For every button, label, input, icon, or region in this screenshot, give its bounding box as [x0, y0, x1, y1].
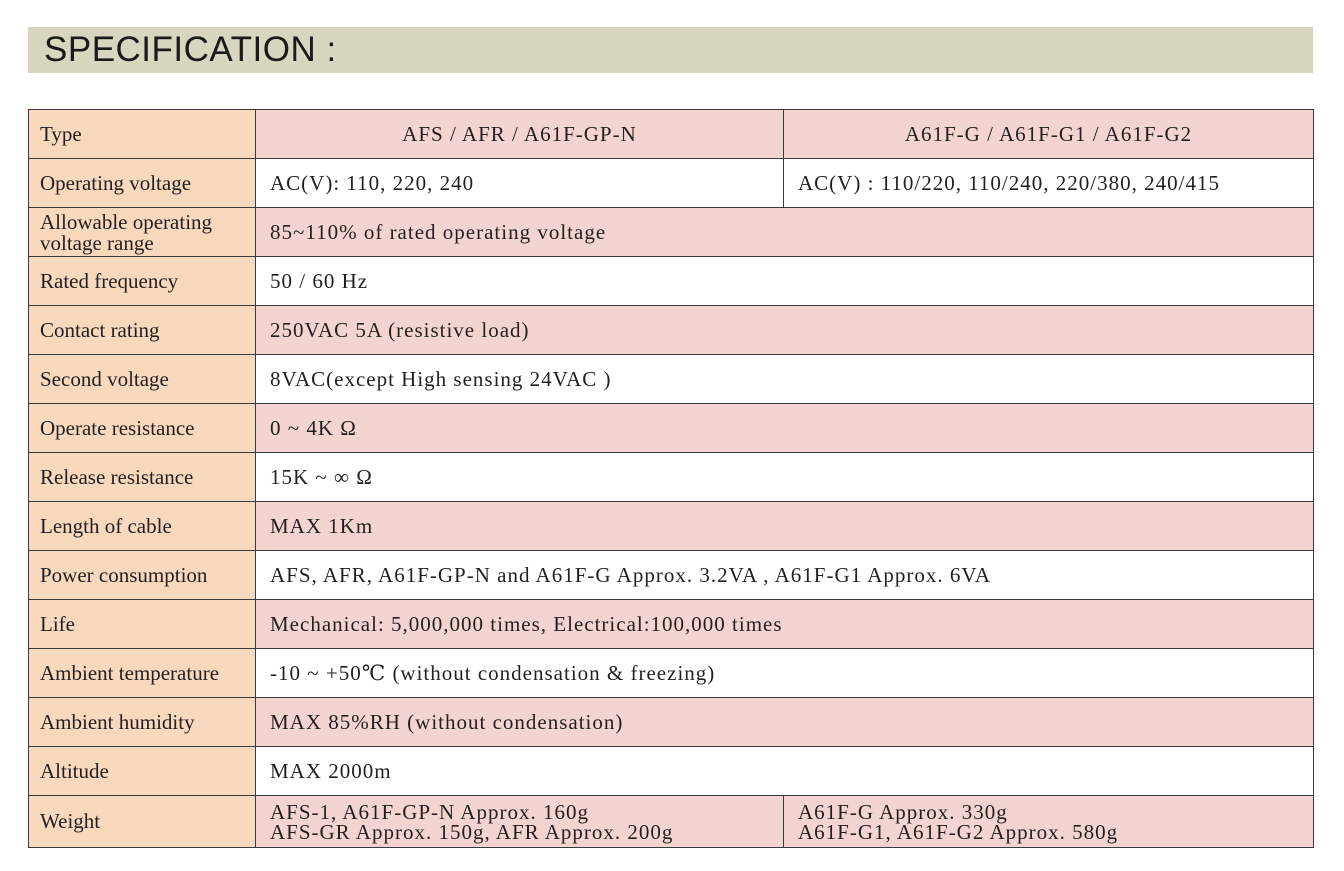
row-label: Operate resistance [29, 404, 256, 453]
table-row-life [29, 600, 1314, 649]
row-value: AFS, AFR, A61F-GP-N and A61F-G Approx. 3.2VA , A61F-G1 Approx. 6VA [256, 551, 1314, 600]
specification-table [28, 109, 1314, 848]
cell-voltage-afs: AC(V): 110, 220, 240 [256, 159, 784, 208]
row-label: Second voltage [29, 355, 256, 404]
row-label: Operating voltage [29, 159, 256, 208]
heading-bar [28, 27, 1313, 73]
row-value: 15K ~ ∞ Ω [256, 453, 1314, 502]
row-label [29, 208, 256, 257]
row-value: 250VAC 5A (resistive load) [256, 306, 1314, 355]
row-label: Release resistance [29, 453, 256, 502]
table-row-rated-frequency [29, 257, 1314, 306]
cell-type-afs: AFS / AFR / A61F-GP-N [256, 110, 784, 159]
weight-line: A61F-G Approx. 330g [798, 799, 1008, 824]
row-label-line: voltage range [40, 230, 154, 255]
row-value: 8VAC(except High sensing 24VAC ) [256, 355, 1314, 404]
row-value: MAX 1Km [256, 502, 1314, 551]
table-row-second-voltage [29, 355, 1314, 404]
table-row-allowable-voltage [29, 208, 1314, 257]
row-value: 50 / 60 Hz [256, 257, 1314, 306]
row-value: Mechanical: 5,000,000 times, Electrical:100,000 times [256, 600, 1314, 649]
table-row-operate-resistance [29, 404, 1314, 453]
row-label: Type [29, 110, 256, 159]
cell-weight-a61f [784, 796, 1314, 848]
weight-line: AFS-GR Approx. 150g, AFR Approx. 200g [270, 819, 674, 844]
row-label: Weight [29, 796, 256, 848]
table-row-altitude [29, 747, 1314, 796]
cell-type-a61f: A61F-G / A61F-G1 / A61F-G2 [784, 110, 1314, 159]
row-value: MAX 85%RH (without condensation) [256, 698, 1314, 747]
table-row-operating-voltage [29, 159, 1314, 208]
row-label-line: Allowable operating [40, 209, 213, 234]
cell-weight-afs [256, 796, 784, 848]
weight-line: AFS-1, A61F-GP-N Approx. 160g [270, 799, 589, 824]
table-row-release-resistance [29, 453, 1314, 502]
row-label: Rated frequency [29, 257, 256, 306]
row-label: Power consumption [29, 551, 256, 600]
row-value: 85~110% of rated operating voltage [256, 208, 1314, 257]
row-label: Contact rating [29, 306, 256, 355]
table-row-ambient-temperature [29, 649, 1314, 698]
weight-line: A61F-G1, A61F-G2 Approx. 580g [798, 819, 1119, 844]
row-label: Life [29, 600, 256, 649]
row-value: 0 ~ 4K Ω [256, 404, 1314, 453]
row-label: Length of cable [29, 502, 256, 551]
table-row-type [29, 110, 1314, 159]
row-label: Altitude [29, 747, 256, 796]
table-row-ambient-humidity [29, 698, 1314, 747]
table-row-power-consumption [29, 551, 1314, 600]
page-title: SPECIFICATION : [44, 30, 337, 69]
table-row-contact-rating [29, 306, 1314, 355]
table-row-weight [29, 796, 1314, 848]
row-label: Ambient humidity [29, 698, 256, 747]
cell-voltage-a61f: AC(V) : 110/220, 110/240, 220/380, 240/415 [784, 159, 1314, 208]
row-label: Ambient temperature [29, 649, 256, 698]
row-value: -10 ~ +50℃ (without condensation & freezing) [256, 649, 1314, 698]
table-row-length-of-cable [29, 502, 1314, 551]
row-value: MAX 2000m [256, 747, 1314, 796]
